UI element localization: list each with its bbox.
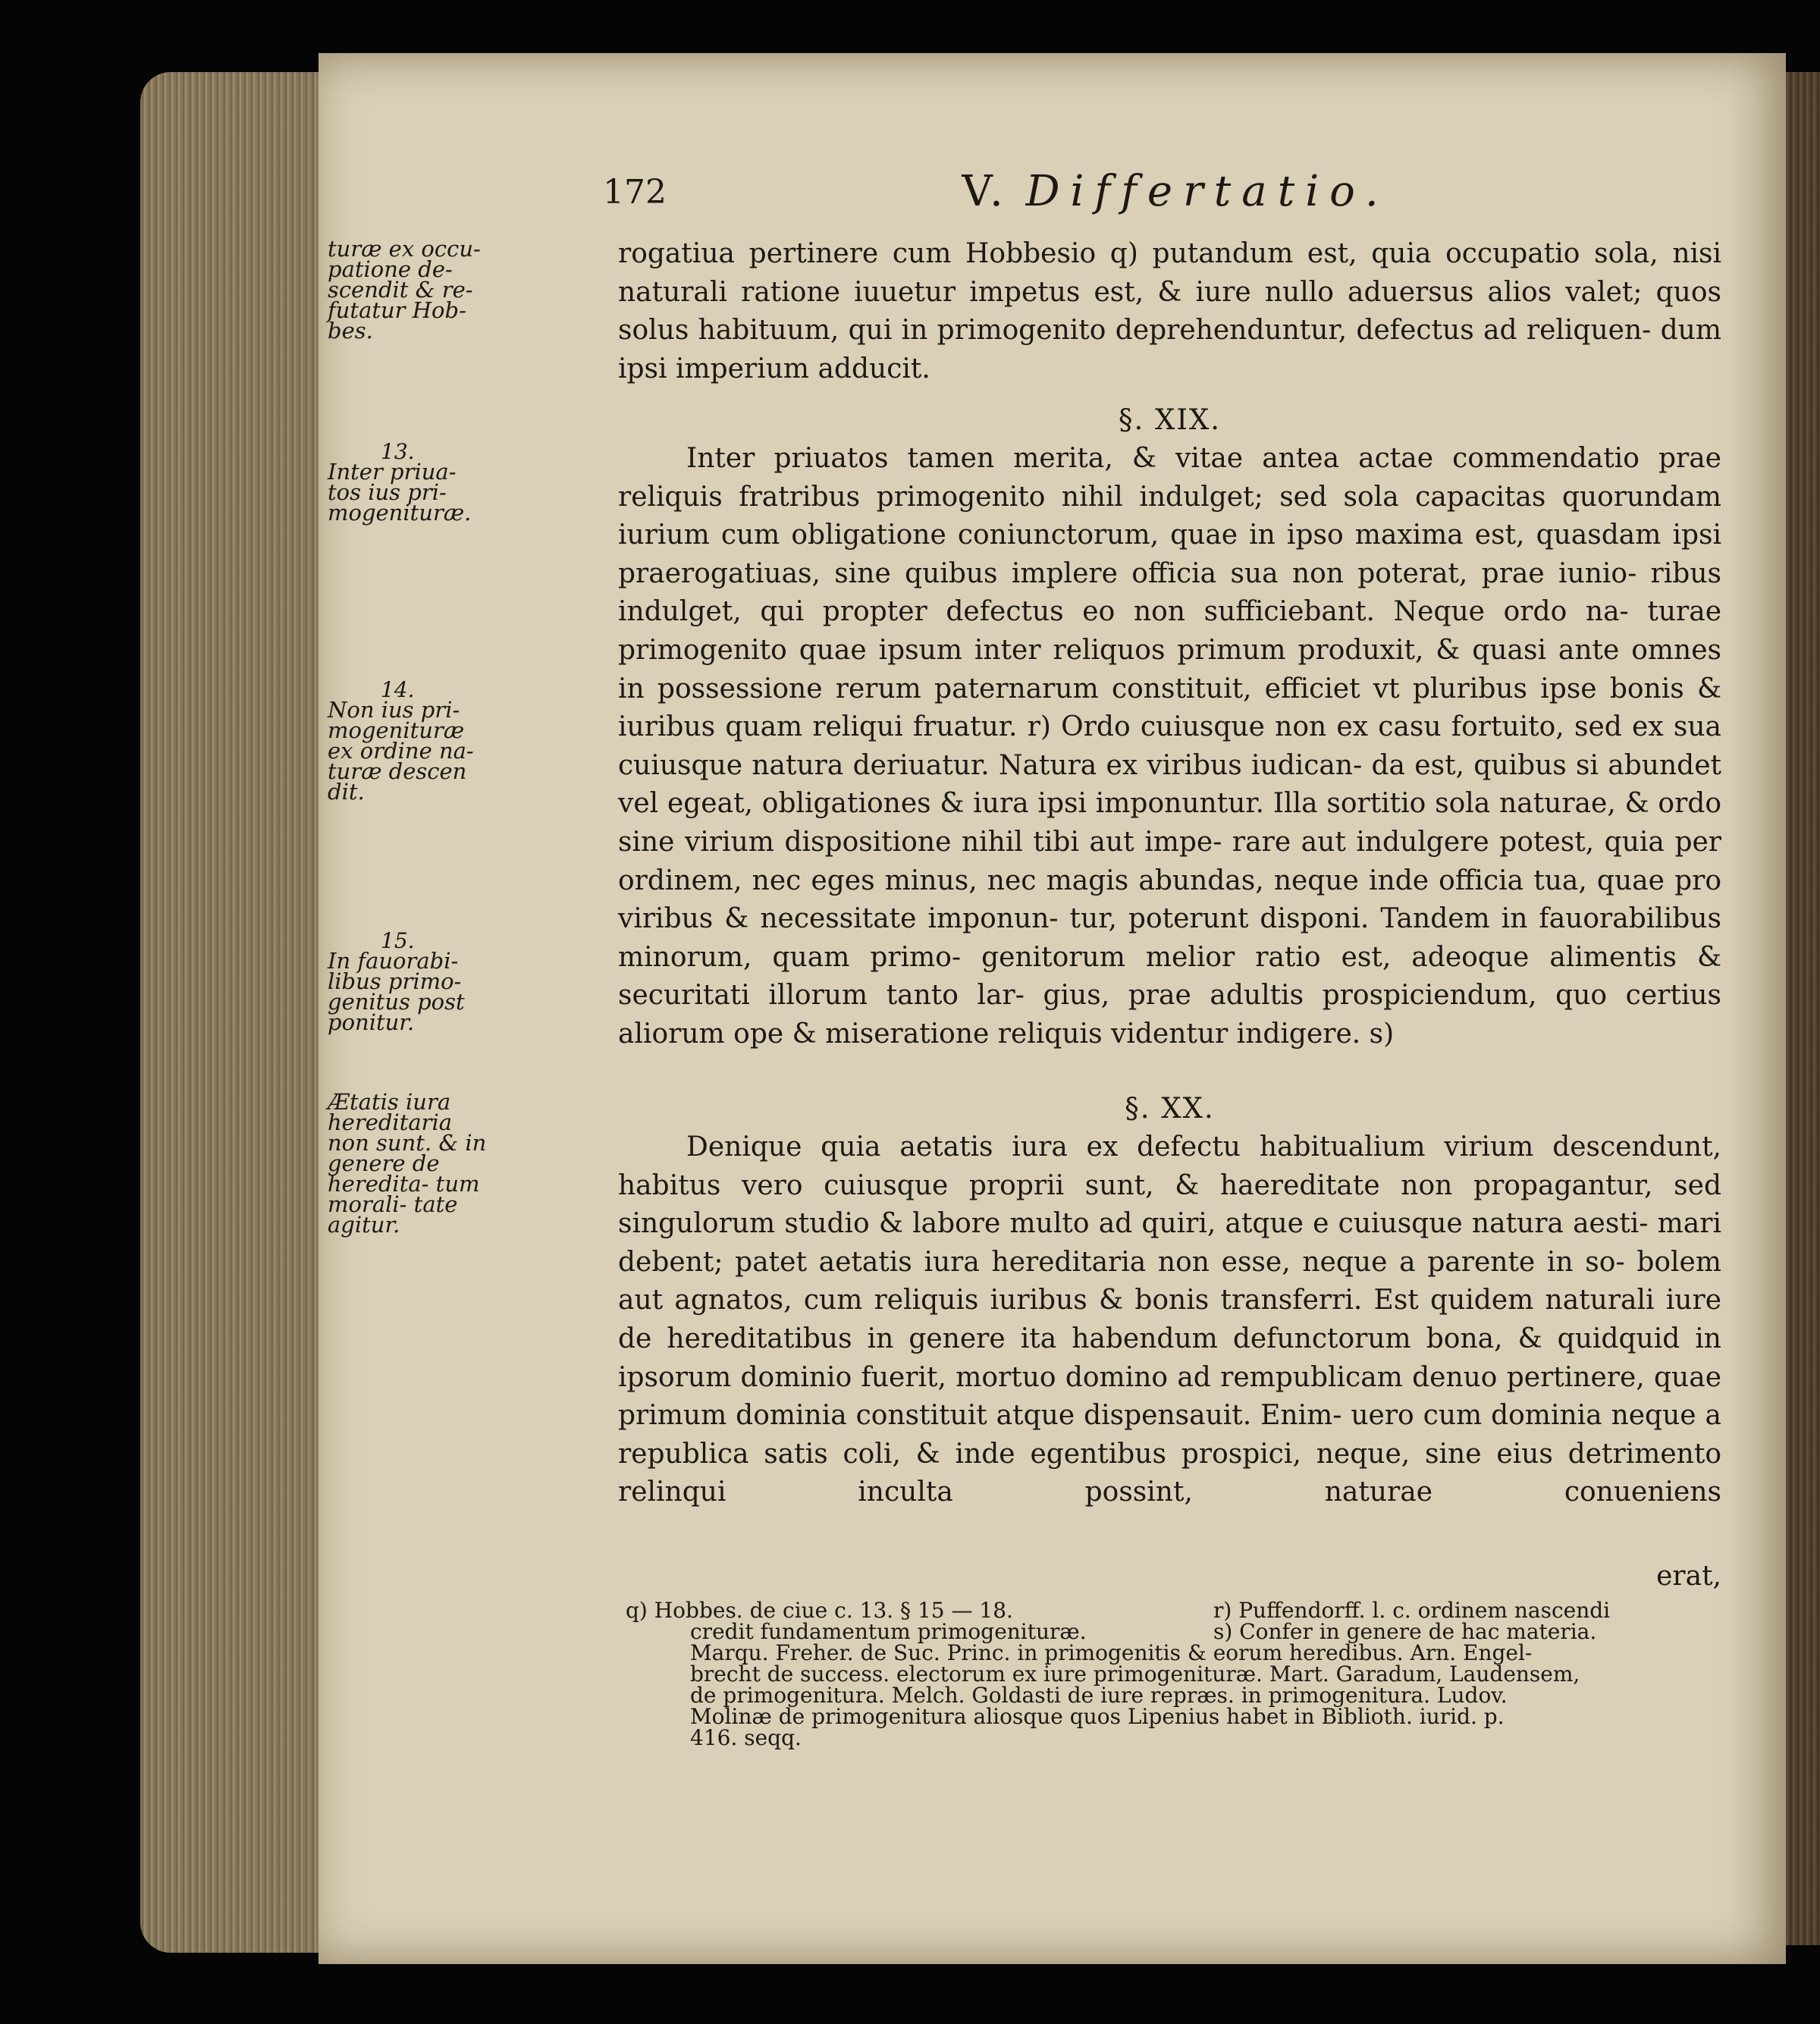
footnote-line: brecht de success. electorum ex iure primogenituræ. Mart. Garadum, Laudensem, — [690, 1662, 1580, 1687]
running-title-numeral: V. — [962, 167, 1008, 216]
marginal-note-number: 14. — [381, 677, 415, 702]
marginal-note — [328, 930, 487, 1033]
footnote-line: 416. seqq. — [690, 1725, 802, 1750]
paragraph-continued: rogatiua pertinere cum Hobbesio q) putandum est, quia occupatio sola, nisi naturali ratione iuuetur impetus est, & iure nullo aduersus alios valet; quos solus habituum, qui in primogenito deprehenduntur, defectus ad reliquen- dum ipsi imperium adducit. — [618, 238, 1721, 384]
marginal-note-text: turæ ex occu- patione de- scendit & re- futatur Hob- bes. — [328, 236, 481, 344]
footnote-line: q) Hobbes. de ciue c. 13. § 15 — 18. — [626, 1598, 1013, 1623]
footnote-line: s) Confer in genere de hac materia. — [1213, 1619, 1597, 1644]
marginal-note-text: Non ius pri- mogenituræ ex ordine na- turæ descen dit. — [328, 697, 474, 805]
marginal-note-number: 13. — [381, 439, 415, 464]
catchword: erat, — [1656, 1561, 1721, 1592]
marginal-note — [328, 439, 487, 526]
footnote-line: credit fundamentum primogenituræ. — [690, 1619, 1087, 1644]
marginal-note-number: 15. — [381, 928, 415, 953]
running-title — [910, 167, 1441, 216]
marginal-note-text: In fauorabi- libus primo- genitus post ponitur. — [328, 948, 465, 1035]
footnote-line: Marqu. Freher. de Suc. Princ. in primogenitis & eorum heredibus. Arn. Engel- — [690, 1640, 1533, 1665]
footnote-line: r) Puffendorff. l. c. ordinem nascendi — [1213, 1598, 1611, 1623]
marginal-note — [328, 1089, 487, 1238]
footnote-line: de primogenitura. Melch. Goldasti de iure repræs. in primogenitura. Ludov. — [690, 1683, 1508, 1708]
footnote-line: Molinæ de primogenitura aliosque quos Lipenius habet in Biblioth. iurid. p. — [690, 1704, 1505, 1729]
section-heading-xix: §. XIX. — [1118, 403, 1222, 436]
marginal-note-text: Inter priua- tos ius pri- mogenituræ. — [328, 459, 472, 526]
marginal-note-text: Ætatis iura hereditaria non sunt. & in genere de heredita- tum morali- tate agitur. — [328, 1089, 487, 1238]
marginal-note — [328, 236, 487, 344]
running-title-word: Differtatio. — [1025, 167, 1389, 216]
book-page-edges — [140, 72, 337, 1953]
paragraph-section-xx: Denique quia aetatis iura ex defectu habitualium virium descendunt, habitus vero cuiusque proprii sunt, & haereditate non propagantur, sed singulorum studio & labore multo ad quiri, atque e cuiusque natura aesti- mari debent; patet aetatis iura hereditaria non esse, neque a parente in so- bolem aut agnatos, cum reliquis iuribus & bonis transferri. Est quidem naturali iure de hereditatibus in genere ita habendum defunctorum bona, & quidquid in ipsorum dominio fuerit, mortuo domino ad rempublicam denuo pertinere, quae primum dominia constituit atque dispensauit. Enim- uero cum dominia neque a republica satis coli, & inde egentibus prospici, neque, sine eius detrimento relinqui inculta possint, naturae conueniens — [618, 1131, 1721, 1508]
page-number: 172 — [603, 173, 667, 212]
marginal-note — [328, 677, 487, 805]
paragraph-section-xix: Inter priuatos tamen merita, & vitae antea actae commendatio prae reliquis fratribus primogenito nihil indulget; sed sola capacitas quorundam iurium cum obligatione coniunctorum, quae in ipso maxima est, quasdam ipsi praerogatiuas, sine quibus implere officia sua non poterat, prae iunio- ribus indulget, qui propter defectus eo non sufficiebant. Neque ordo na- turae primogenito quae ipsum inter reliquos primum produxit, & quasi ante omnes in possessione rerum paternarum constituit, efficiet vt pluribus ipse bonis & iuribus quam reliqui fruatur. r) Ordo cuiusque non ex casu fortuito, sed ex sua cuiusque natura deriuatur. Natura ex viribus iudican- da est, quibus si abundet vel egeat, obligationes & iura ipsi imponuntur. Illa sortitio sola naturae, & ordo sine virium dispositione nihil tibi aut impe- rare aut indulgere potest, quia per ordinem, nec eges minus, nec magis abundas, neque inde officia tua, quae pro viribus & necessitate imponun- tur, poterunt disponi. Tandem in fauorabilibus minorum, quam primo- genitorum melior ratio est, adeoque alimentis & securitati illorum tanto lar- gius, prae adultis prospiciendum, quo certius aliorum ope & miseratione reliquis videntur indigere. s) — [618, 443, 1721, 1050]
section-heading-xx: §. XX. — [1125, 1092, 1215, 1125]
book-page — [318, 53, 1786, 1964]
